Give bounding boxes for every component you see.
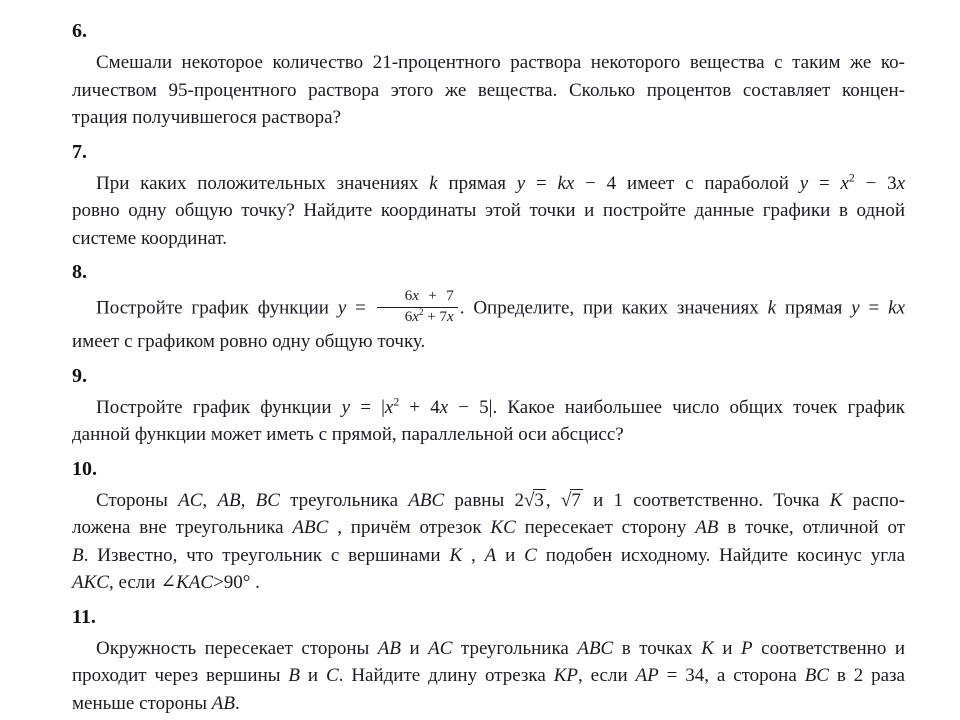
math-variable: x (840, 172, 849, 194)
problem-10 (72, 456, 905, 597)
text-run: в 2 раза (828, 665, 905, 687)
text-run: + 4 (399, 396, 440, 418)
text-run: трация получившегося раствора? (72, 107, 342, 128)
math-fraction (377, 288, 458, 326)
math-variable: k (767, 297, 777, 319)
problems-list (72, 18, 905, 720)
text-run: − 3 (854, 172, 897, 194)
text-line (72, 225, 905, 253)
math-sqrt (524, 489, 546, 511)
math-variable: x (384, 396, 394, 418)
fraction-numerator (377, 288, 458, 308)
text-run: = (525, 172, 558, 194)
text-line (72, 394, 905, 422)
text-run: равны 2 (444, 489, 524, 511)
text-run: , (202, 489, 218, 511)
math-variable: C (325, 665, 339, 687)
text-run: имеет с графиком ровно одну общую точку. (72, 331, 426, 353)
text-run: + 7 (423, 308, 448, 325)
math-variable: x (412, 288, 419, 304)
math-variable: kx (557, 172, 575, 194)
text-run: и (713, 637, 742, 659)
math-variable: AC (428, 637, 453, 659)
math-variable: A (484, 544, 497, 566)
text-run: Стороны (96, 489, 179, 511)
math-variable: y (337, 297, 347, 319)
text-run: − 5|. Какое наибольшее число общих точек график (448, 396, 905, 418)
math-variable: y (516, 172, 526, 194)
text-run: + 7 (418, 288, 454, 304)
text-run: . Известно, что треугольник с вершинами (83, 544, 450, 566)
problem-text (72, 170, 905, 253)
text-run: При каких положительных значениях (96, 172, 430, 194)
text-run: прямая (776, 297, 852, 319)
text-line (72, 690, 905, 718)
problem-7 (72, 139, 905, 253)
text-line (72, 49, 905, 77)
text-run: подобен исходному. Найдите косинус угла (536, 544, 906, 566)
text-run: . (235, 692, 240, 714)
math-variable: B (288, 665, 301, 687)
text-run: в точке, отличной от (718, 517, 905, 539)
math-variable: AKC (72, 572, 109, 594)
text-run: и (400, 637, 429, 659)
text-run: , (462, 544, 485, 566)
text-run: , причём отрезок (328, 517, 491, 539)
text-run: и (496, 544, 525, 566)
problem-8 (72, 259, 905, 356)
text-line (72, 328, 905, 356)
problem-11 (72, 604, 905, 718)
text-run: данной функции может иметь с прямой, параллельной оси абсцисс? (72, 424, 624, 446)
text-line (72, 662, 905, 690)
math-variable: ABC (577, 637, 614, 659)
problem-9 (72, 363, 905, 449)
text-run: треугольника (452, 637, 578, 659)
math-variable: K (829, 489, 843, 511)
math-variable: C (524, 544, 537, 566)
text-line (72, 487, 905, 515)
text-run: системе координат. (72, 227, 228, 249)
math-variable: x (412, 308, 419, 325)
text-line (72, 77, 905, 105)
math-superscript: 2 (418, 307, 424, 318)
text-run: = 34, а сторона (658, 665, 805, 687)
text-run: 6 (404, 288, 413, 304)
math-variable: B (72, 544, 84, 566)
math-variable: ABC (408, 489, 445, 511)
problem-number: 10. (72, 457, 97, 480)
problem-text (72, 635, 905, 718)
text-run: = (346, 297, 375, 319)
radicand: 7 (571, 489, 581, 511)
text-run: личеством 95-процентного раствора этого же вещества. Сколько процентов составляет концен- (72, 79, 905, 101)
math-variable: KAC (176, 572, 214, 594)
text-run: 6 (404, 308, 413, 325)
text-run: − 4 имеет с параболой (574, 172, 800, 194)
math-superscript: 2 (393, 395, 400, 409)
problem-text (72, 394, 905, 449)
text-run: прямая (437, 172, 517, 194)
text-run: Постройте график функции (96, 396, 342, 418)
text-run: ложена вне треугольника (72, 517, 293, 539)
problem-number: 6. (72, 20, 87, 42)
problem-6 (72, 18, 905, 132)
text-run: проходит через вершины (72, 665, 289, 687)
problem-number: 7. (72, 140, 87, 163)
text-line (72, 197, 905, 225)
text-line (72, 421, 905, 449)
text-run: , если ∠ (108, 572, 177, 594)
math-variable: BC (804, 665, 829, 687)
problem-number: 9. (72, 364, 87, 387)
text-run: распо- (842, 489, 905, 511)
math-variable: y (851, 297, 860, 319)
math-variable: AP (635, 665, 659, 687)
math-variable: AB (211, 692, 235, 714)
text-run: соответственно и (752, 637, 905, 659)
text-line (72, 569, 905, 597)
text-run: треугольника (279, 489, 409, 511)
text-run: >90° . (213, 572, 260, 594)
text-run: Окружность пересекает стороны (96, 637, 378, 659)
math-variable: KP (553, 665, 578, 687)
text-line (72, 170, 905, 198)
text-run: , (545, 489, 561, 511)
problem-text (72, 487, 905, 597)
math-variable: K (449, 544, 463, 566)
text-line (72, 514, 905, 542)
text-run: = (808, 172, 841, 194)
math-variable: BC (255, 489, 280, 511)
text-run: в точках (613, 637, 702, 659)
math-sqrt (561, 489, 583, 511)
text-line (72, 104, 905, 132)
radicand: 3 (534, 489, 544, 511)
text-run: ровно одну общую точку? Найдите координаты этой точки и постройте данные графики в одной (72, 200, 905, 221)
radical-icon: √ (523, 489, 534, 511)
fraction-denominator (377, 308, 458, 327)
text-run: Постройте график функции (96, 297, 338, 319)
problem-text (72, 49, 905, 132)
math-variable: AB (695, 517, 719, 539)
math-variable: AC (178, 489, 203, 511)
math-variable: x (439, 396, 449, 418)
text-run: пересекает сторону (515, 517, 696, 539)
problem-number: 8. (72, 261, 87, 283)
text-line (72, 542, 905, 570)
text-run: и (300, 665, 326, 687)
math-variable: kx (888, 297, 906, 319)
math-variable: x (447, 308, 454, 325)
problem-text (72, 290, 905, 356)
math-variable: ABC (292, 517, 329, 539)
math-variable: K (701, 637, 714, 659)
text-line (72, 290, 905, 328)
text-run: Смешали некоторое количество 21-процентного раствора некоторого вещества с таким же ко- (96, 52, 905, 73)
math-superscript: 2 (848, 171, 855, 185)
math-variable: AB (217, 489, 241, 511)
text-run: = | (350, 396, 385, 418)
math-variable: KC (490, 517, 516, 539)
problem-number: 11. (72, 605, 96, 628)
text-run: . Найдите длину отрезка (338, 665, 554, 687)
text-run: , (240, 489, 256, 511)
math-variable: y (341, 396, 351, 418)
text-run: меньше стороны (72, 692, 212, 714)
text-run: и 1 соответственно. Точка (582, 489, 830, 511)
text-run: , если (577, 665, 636, 687)
text-run: = (859, 297, 889, 319)
math-variable: x (896, 172, 906, 194)
text-run: . Определите, при каких значениях (459, 297, 768, 319)
math-variable: y (799, 172, 809, 194)
math-variable: P (741, 637, 753, 659)
text-line (72, 635, 905, 663)
math-variable: k (429, 172, 438, 194)
math-variable: AB (377, 637, 401, 659)
radical-icon: √ (560, 489, 571, 511)
